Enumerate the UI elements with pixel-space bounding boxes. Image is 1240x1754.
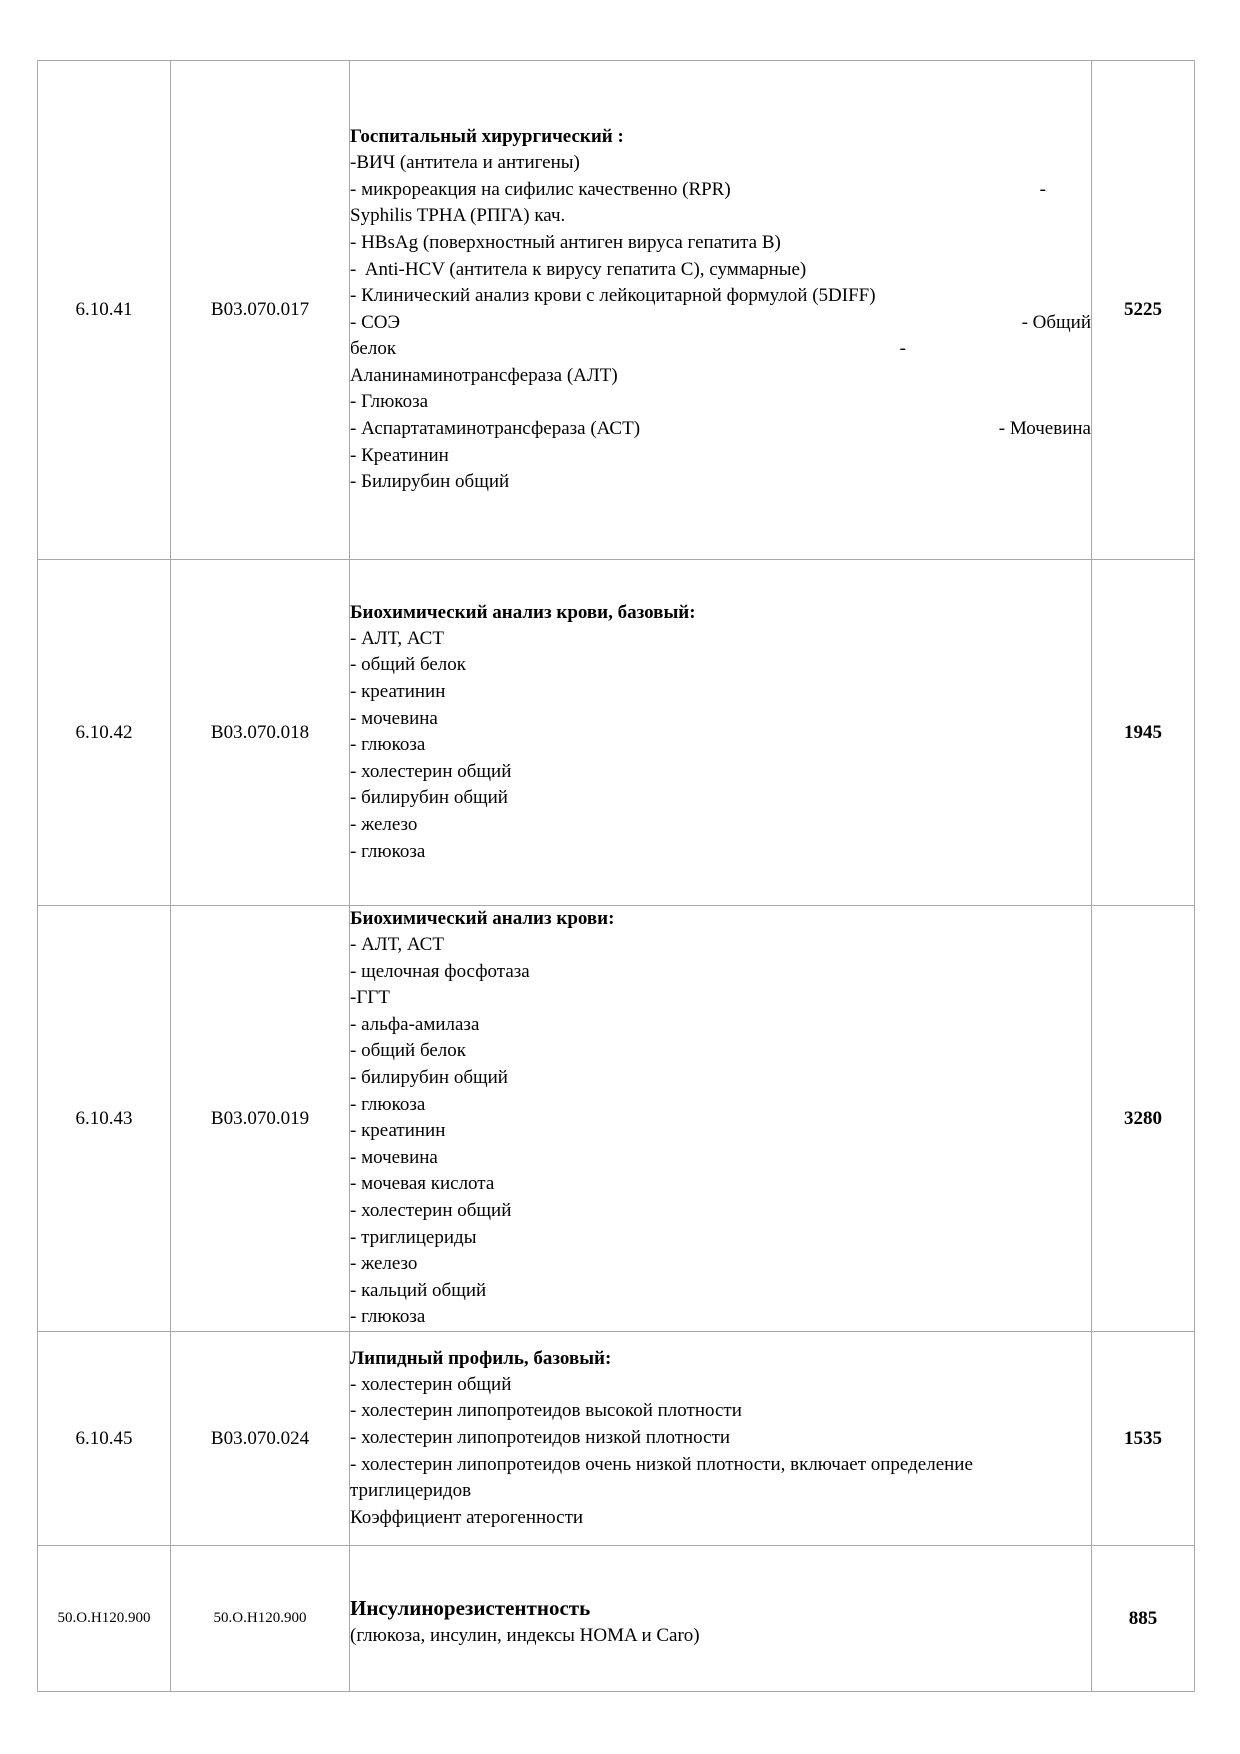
description-line: -ВИЧ (антитела и антигены) [350, 152, 580, 174]
description-title: Госпитальный хирургический : [350, 126, 624, 148]
description-line: -ГГТ [350, 987, 390, 1009]
table-row [38, 1332, 1195, 1546]
table-row [38, 61, 1195, 560]
table-row [38, 560, 1195, 906]
description-line [350, 310, 1091, 337]
description-line: - холестерин общий [350, 760, 512, 782]
item-code: 6.10.45 [38, 1332, 171, 1546]
description-line: - глюкоза [350, 840, 426, 862]
description-line: Коэффициент атерогенности [350, 1506, 584, 1528]
price: 3280 [1092, 906, 1195, 1332]
item-code: 50.O.H120.900 [38, 1546, 171, 1692]
service-code: B03.070.018 [171, 560, 350, 906]
description-cell [350, 560, 1092, 906]
description-cell [350, 61, 1092, 560]
description-line: - триглицериды [350, 1226, 477, 1248]
description-line: - Креатинин [350, 444, 449, 466]
table-row [38, 1546, 1195, 1692]
description-title: Инсулинорезистентность [350, 1596, 591, 1621]
description-line: - общий белок [350, 654, 467, 676]
description-line: - Клинический анализ крови с лейкоцитарной формулой (5DIFF) [350, 285, 876, 307]
price: 5225 [1092, 61, 1195, 560]
description-line: - холестерин липопротеидов очень низкой плотности, включает определение [350, 1453, 973, 1475]
description-title: Липидный профиль, базовый: [350, 1347, 612, 1369]
description-line-left: - СОЭ [350, 311, 401, 333]
description-line-right: - [1039, 178, 1046, 200]
description-line: - общий белок [350, 1040, 467, 1062]
item-code: 6.10.42 [38, 560, 171, 906]
description-line: - щелочная фосфотаза [350, 960, 530, 982]
description-line: - АЛТ, АСТ [350, 934, 444, 956]
description-line: - билирубин общий [350, 1067, 508, 1089]
description-line-left: белок [350, 338, 397, 360]
description-line: - билирубин общий [350, 787, 508, 809]
description-line [350, 416, 1091, 443]
description-line: - кальций общий [350, 1279, 487, 1301]
description-line: - холестерин общий [350, 1199, 512, 1221]
description-title: Биохимический анализ крови, базовый: [350, 601, 696, 623]
description-line: Аланинаминотрансфераза (АЛТ) [350, 364, 618, 386]
description-cell [350, 1332, 1092, 1546]
description-line: - глюкоза [350, 1093, 426, 1115]
description-line: - холестерин общий [350, 1373, 512, 1395]
service-code: B03.070.019 [171, 906, 350, 1332]
description-line: - глюкоза [350, 734, 426, 756]
table-row [38, 906, 1195, 1332]
service-code: B03.070.024 [171, 1332, 350, 1546]
description-line: - мочевая кислота [350, 1173, 495, 1195]
description-line: - креатинин [350, 681, 446, 703]
description-line: триглицеридов [350, 1480, 472, 1502]
description-cell [350, 1546, 1092, 1692]
description-line-right: - [899, 338, 906, 360]
description-line: - Anti-HCV (антитела к вирусу гепатита С), суммарные) [350, 258, 807, 280]
description-line: (глюкоза, инсулин, индексы HOMA и Caro) [350, 1625, 700, 1647]
description-line: - АЛТ, АСТ [350, 627, 444, 649]
description-line: - мочевина [350, 707, 438, 729]
service-code: B03.070.017 [171, 61, 350, 560]
price: 885 [1092, 1546, 1195, 1692]
description-line [350, 336, 1091, 363]
description-line: - HBsAg (поверхностный антиген вируса гепатита В) [350, 231, 781, 253]
description-line-left: - микрореакция на сифилис качественно (RPR) [350, 178, 731, 200]
service-code: 50.O.H120.900 [171, 1546, 350, 1692]
description-line: - креатинин [350, 1120, 446, 1142]
price: 1535 [1092, 1332, 1195, 1546]
description-line: - глюкоза [350, 1306, 426, 1328]
price-table [37, 60, 1195, 1692]
description-line: - холестерин липопротеидов низкой плотности [350, 1426, 731, 1448]
item-code: 6.10.41 [38, 61, 171, 560]
price: 1945 [1092, 560, 1195, 906]
description-line: - альфа-амилаза [350, 1013, 480, 1035]
description-cell [350, 906, 1092, 1332]
description-line: - железо [350, 1253, 418, 1275]
description-title: Биохимический анализ крови: [350, 908, 615, 930]
description-line [350, 177, 1091, 204]
description-line: - Глюкоза [350, 391, 429, 413]
description-line: Syphilis TPHA (РПГА) кач. [350, 205, 566, 227]
description-line: - холестерин липопротеидов высокой плотности [350, 1400, 742, 1422]
description-line-right: - Общий [1021, 311, 1091, 333]
description-line: - Билирубин общий [350, 471, 510, 493]
description-line-left: - Аспартатаминотрансфераза (АСТ) [350, 418, 641, 440]
description-line: - мочевина [350, 1146, 438, 1168]
description-line-right: - Мочевина [998, 418, 1091, 440]
item-code: 6.10.43 [38, 906, 171, 1332]
description-line: - железо [350, 813, 418, 835]
